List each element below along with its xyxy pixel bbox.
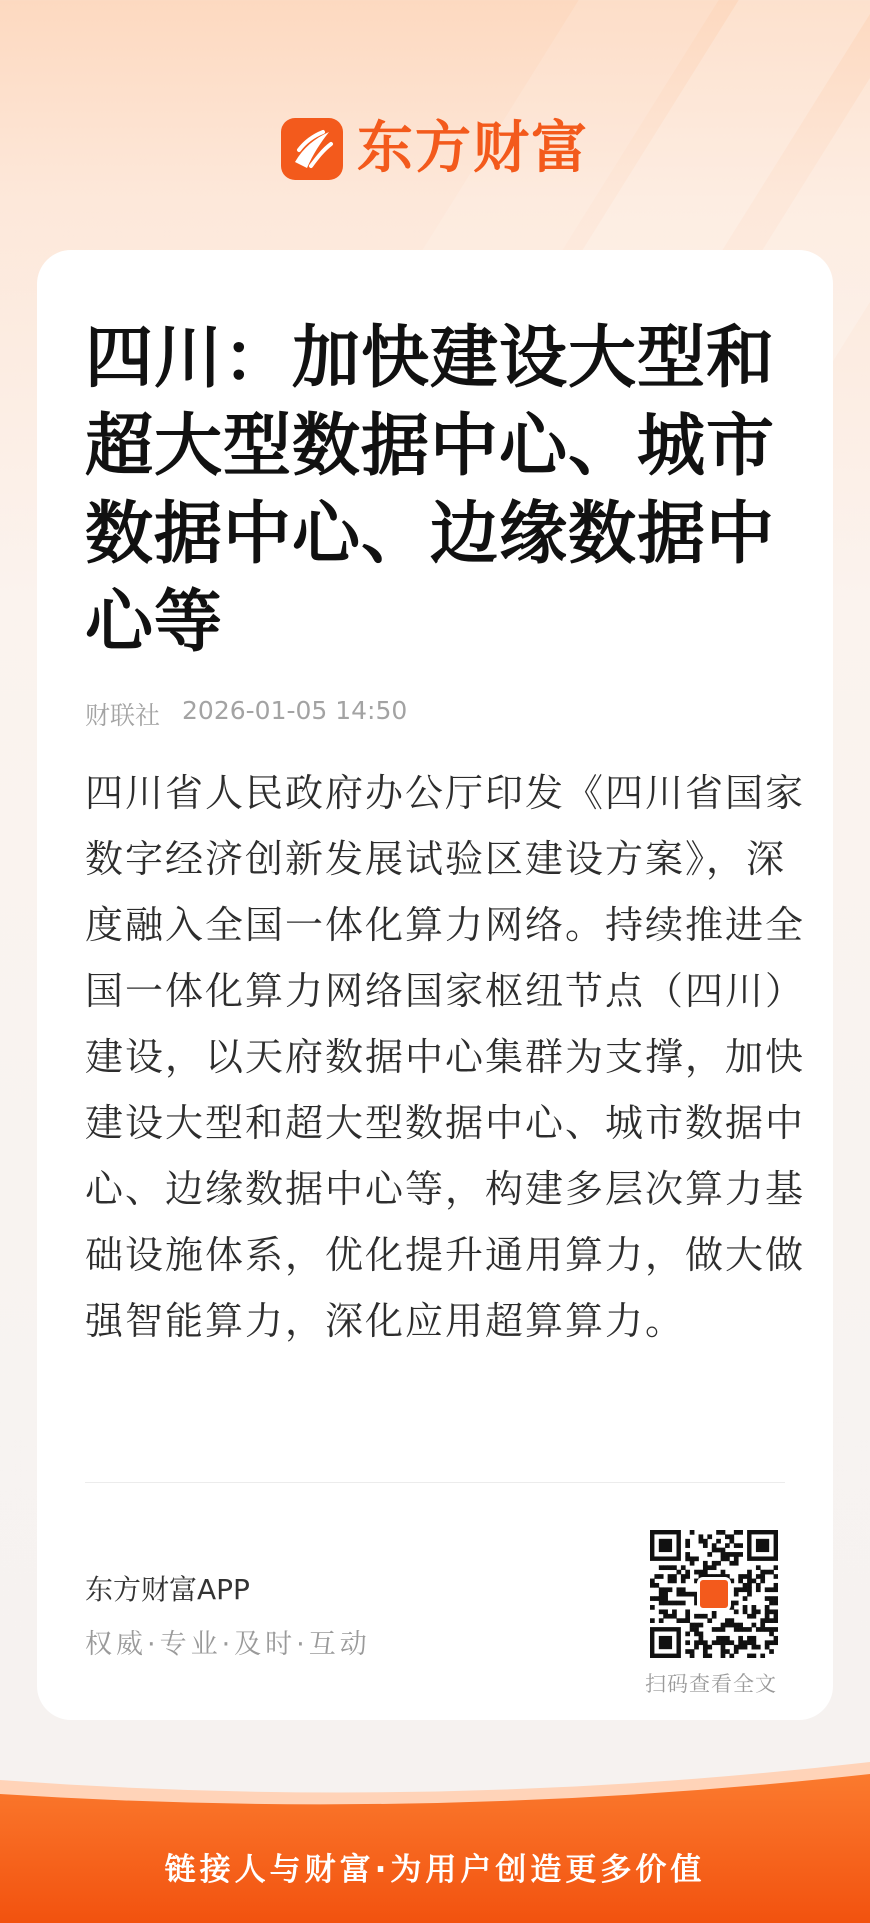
brand-header	[0, 118, 870, 180]
eastmoney-logo-icon	[281, 118, 343, 180]
article-body: 四川省人民政府办公厅印发《四川省国家数字经济创新发展试验区建设方案》，深度融入全国一体化算力网络。持续推进全国一体化算力网络国家枢纽节点（四川）建设，以天府数据中心集群为支撑，加快建设大型和超大型数据中心、城市数据中心、边缘数据中心等，构建多层次算力基础设施体系，优化提升通用算力，做大做强智能算力，深化应用超算算力。	[85, 771, 806, 1343]
brand-name: 东方财富	[357, 116, 589, 181]
divider	[85, 1482, 785, 1483]
footer-tagline: 链接人与财富·为用户创造更多价值	[164, 1852, 706, 1888]
qr-logo-icon	[697, 1577, 731, 1611]
app-name: 东方财富APP	[85, 1573, 250, 1606]
qr-code-icon[interactable]	[650, 1530, 778, 1658]
article-meta	[85, 696, 407, 732]
article-title: 四川：加快建设大型和超大型数据中心、城市数据中心、边缘数据中心等	[85, 318, 776, 662]
footer-banner	[0, 1760, 870, 1923]
article-datetime: 2026-01-05 14:50	[182, 696, 408, 725]
app-slogan: 权威·专业·及时·互动	[85, 1629, 371, 1660]
qr-caption: 扫码查看全文	[645, 1672, 777, 1696]
article-card	[37, 250, 833, 1720]
article-source: 财联社	[85, 701, 161, 730]
